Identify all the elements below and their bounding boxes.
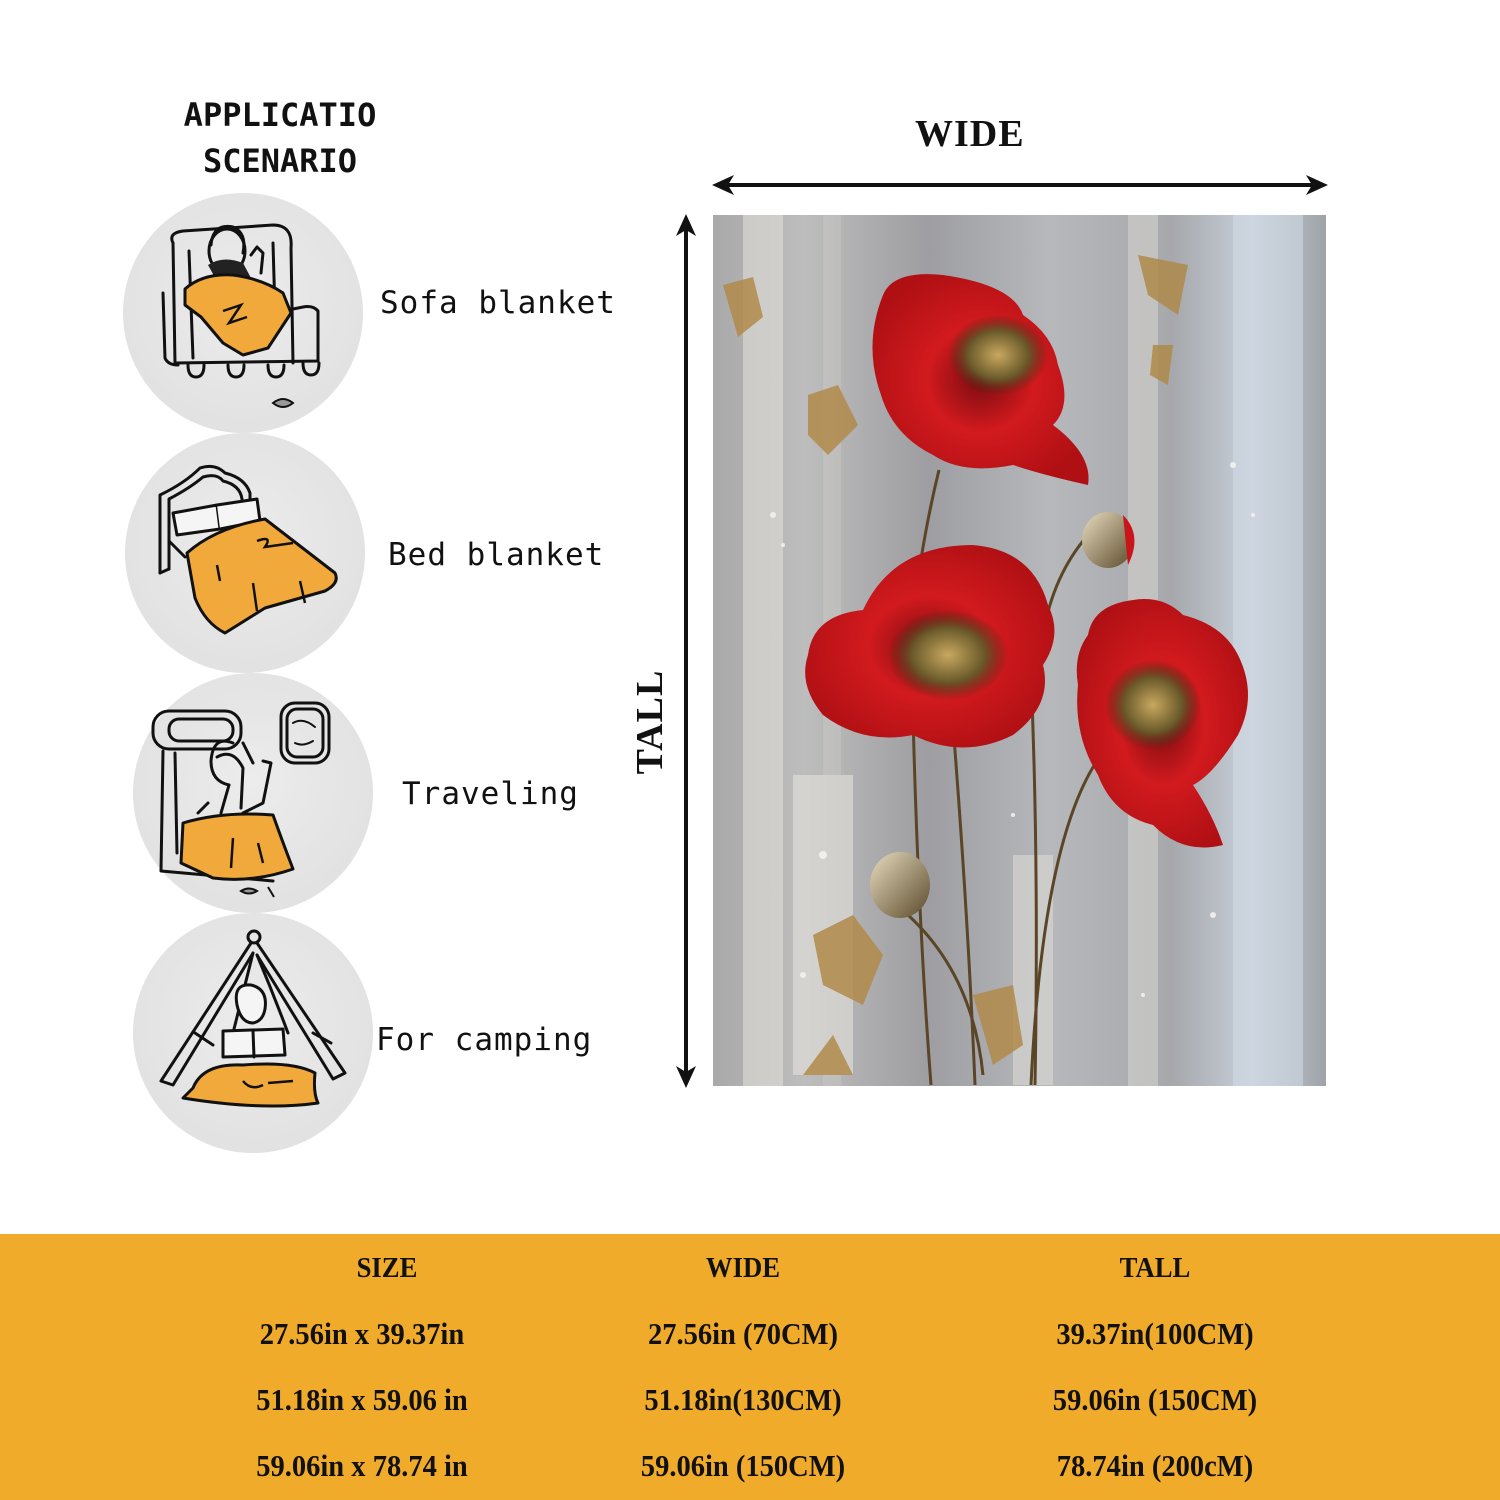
size-table-row2-tall: 59.06in (150CM): [1052, 1382, 1258, 1417]
traveling-icon: [133, 673, 373, 913]
scenario-title-line1: APPLICATIO: [183, 96, 377, 134]
size-table-row3-wide: 59.06in (150CM): [640, 1448, 846, 1483]
size-table-row1-wide: 27.56in (70CM): [647, 1316, 839, 1351]
scenario-label-bed: Bed blanket: [388, 537, 605, 573]
sofa-blanket-icon: [123, 193, 363, 433]
wide-dimension-arrow-icon: [710, 172, 1330, 198]
wide-dimension-label: WIDE: [915, 113, 1025, 155]
scenario-title: [110, 92, 450, 184]
bed-blanket-icon: [125, 433, 365, 673]
size-table-row2-size: 51.18in x 59.06 in: [256, 1382, 468, 1417]
scenario-title-line2: SCENARIO: [202, 142, 358, 180]
scenario-label-traveling: Traveling: [402, 776, 579, 812]
scenario-label-sofa: Sofa blanket: [380, 285, 616, 321]
size-table: [0, 1234, 1500, 1500]
tall-dimension-arrow-icon: [673, 212, 699, 1090]
size-table-header-tall: TALL: [1119, 1252, 1191, 1284]
size-table-row1-size: 27.56in x 39.37in: [259, 1316, 465, 1351]
size-table-header-wide: WIDE: [705, 1252, 781, 1284]
scenario-label-camping: For camping: [376, 1022, 593, 1058]
size-table-row1-tall: 39.37in(100CM): [1056, 1316, 1254, 1351]
size-table-row3-size: 59.06in x 78.74 in: [256, 1448, 468, 1483]
size-table-row3-tall: 78.74in (200cM): [1056, 1448, 1254, 1483]
tall-dimension-label: TALL: [629, 669, 671, 775]
size-table-header-size: SIZE: [356, 1252, 418, 1284]
camping-icon: [133, 913, 373, 1153]
size-table-row2-wide: 51.18in(130CM): [644, 1382, 842, 1417]
product-painting-image: [713, 215, 1326, 1086]
